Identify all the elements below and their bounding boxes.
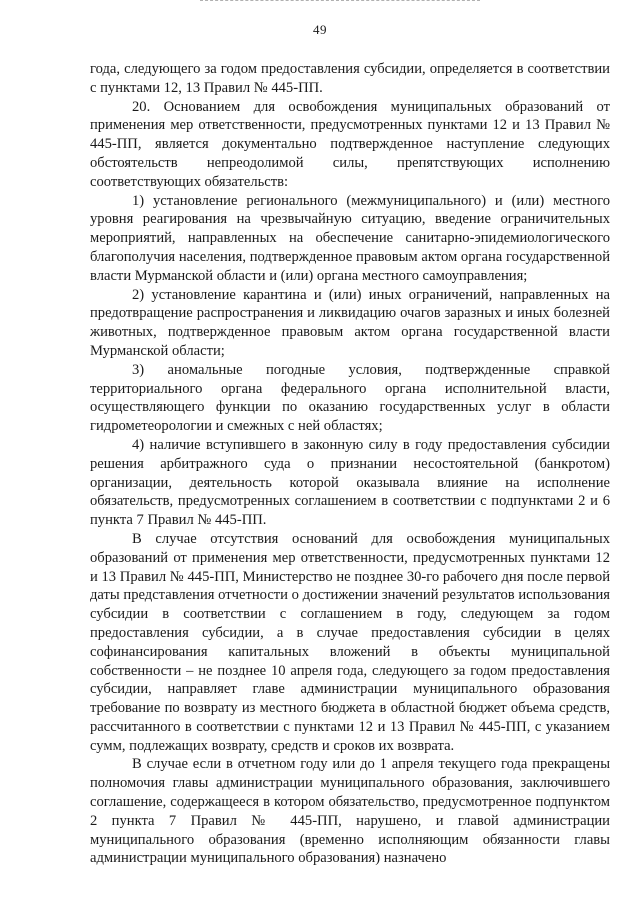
paragraph-subitem-3: 3) аномальные погодные условия, подтвержденные справкой территориального органа федерального органа исполнительной власти, осуществляющего функции по оказанию государственных услуг в области гидрометеорологии и смежных с ней областях; [90, 361, 610, 435]
paragraph-item-20: 20. Основанием для освобождения муниципальных образований от применения мер ответственности, предусмотренных пунктами 12 и 13 Правил № 445-ПП, является документально подтвержденное наступление следующих обстоятельств непреодолимой силы, препятствующих исполнению соответствующих обязательств: [90, 98, 610, 190]
page-number: 49 [313, 22, 327, 37]
document-body [90, 60, 610, 868]
paragraph-subitem-4: 4) наличие вступившего в законную силу в году предоставления субсидии решения арбитражного суда о признании несостоятельной (банкротом) организации, деятельность которой оказывала влияние на исполнение обязательств, предусмотренных соглашением в соответствии с подпунктами 2 и 6 пункта 7 Правил № 445-ПП. [90, 436, 610, 529]
paragraph-powers-terminated: В случае если в отчетном году или до 1 апреля текущего года прекращены полномочия главы администрации муниципального образования, заключившего соглашение, содержащееся в котором обязательство, предусмотренное подпунктом 2 пункта 7 Правил № 445-ПП, нарушено, и главой администрации муниципального образования (временно исполняющим обязанности главы администрации муниципального образования) назначено [90, 756, 610, 867]
paragraph-subitem-1: 1) установление регионального (межмуниципального) и (или) местного уровня реагирования на чрезвычайную ситуацию, введение ограничительных мероприятий, направленных на обеспечение санитарно-эпидемиологического благополучия населения, подтвержденное правовым актом органа государственной власти Мурманской области и (или) органа местного самоуправления; [90, 192, 610, 284]
paragraph-no-grounds: В случае отсутствия оснований для освобождения муниципальных образований от применения мер ответственности, предусмотренных пунктами 12 и 13 Правил № 445-ПП, Министерство не позднее 30-го рабочего дня после первой даты представления отчетности о достижении значений результатов использования субсидии в соответствии с соглашением в году, следующем за годом предоставления субсидии, а в случае предоставления субсидии в целях софинансирования капитальных вложений в объекты муниципальной собственности – не позднее 10 апреля года, следующего за годом предоставления субсидии, направляет главе администрации муниципального образования требование по возврату из местного бюджета в областной бюджет объема средств, рассчитанного в соответствии с пунктами 12 и 13 Правил № 445-ПП, с указанием сумм, подлежащих возврату, средств и сроков их возврата. [90, 530, 610, 754]
top-scan-line [200, 0, 480, 2]
paragraph-continuation: года, следующего за годом предоставления субсидии, определяется в соответствии с пунктами 12, 13 Правил № 445-ПП. [90, 61, 610, 96]
paragraph-subitem-2: 2) установление карантина и (или) иных ограничений, направленных на предотвращение распространения и ликвидацию очагов заразных и иных болезней животных, подтвержденное правовым актом органа государственной власти Мурманской области; [90, 286, 610, 359]
